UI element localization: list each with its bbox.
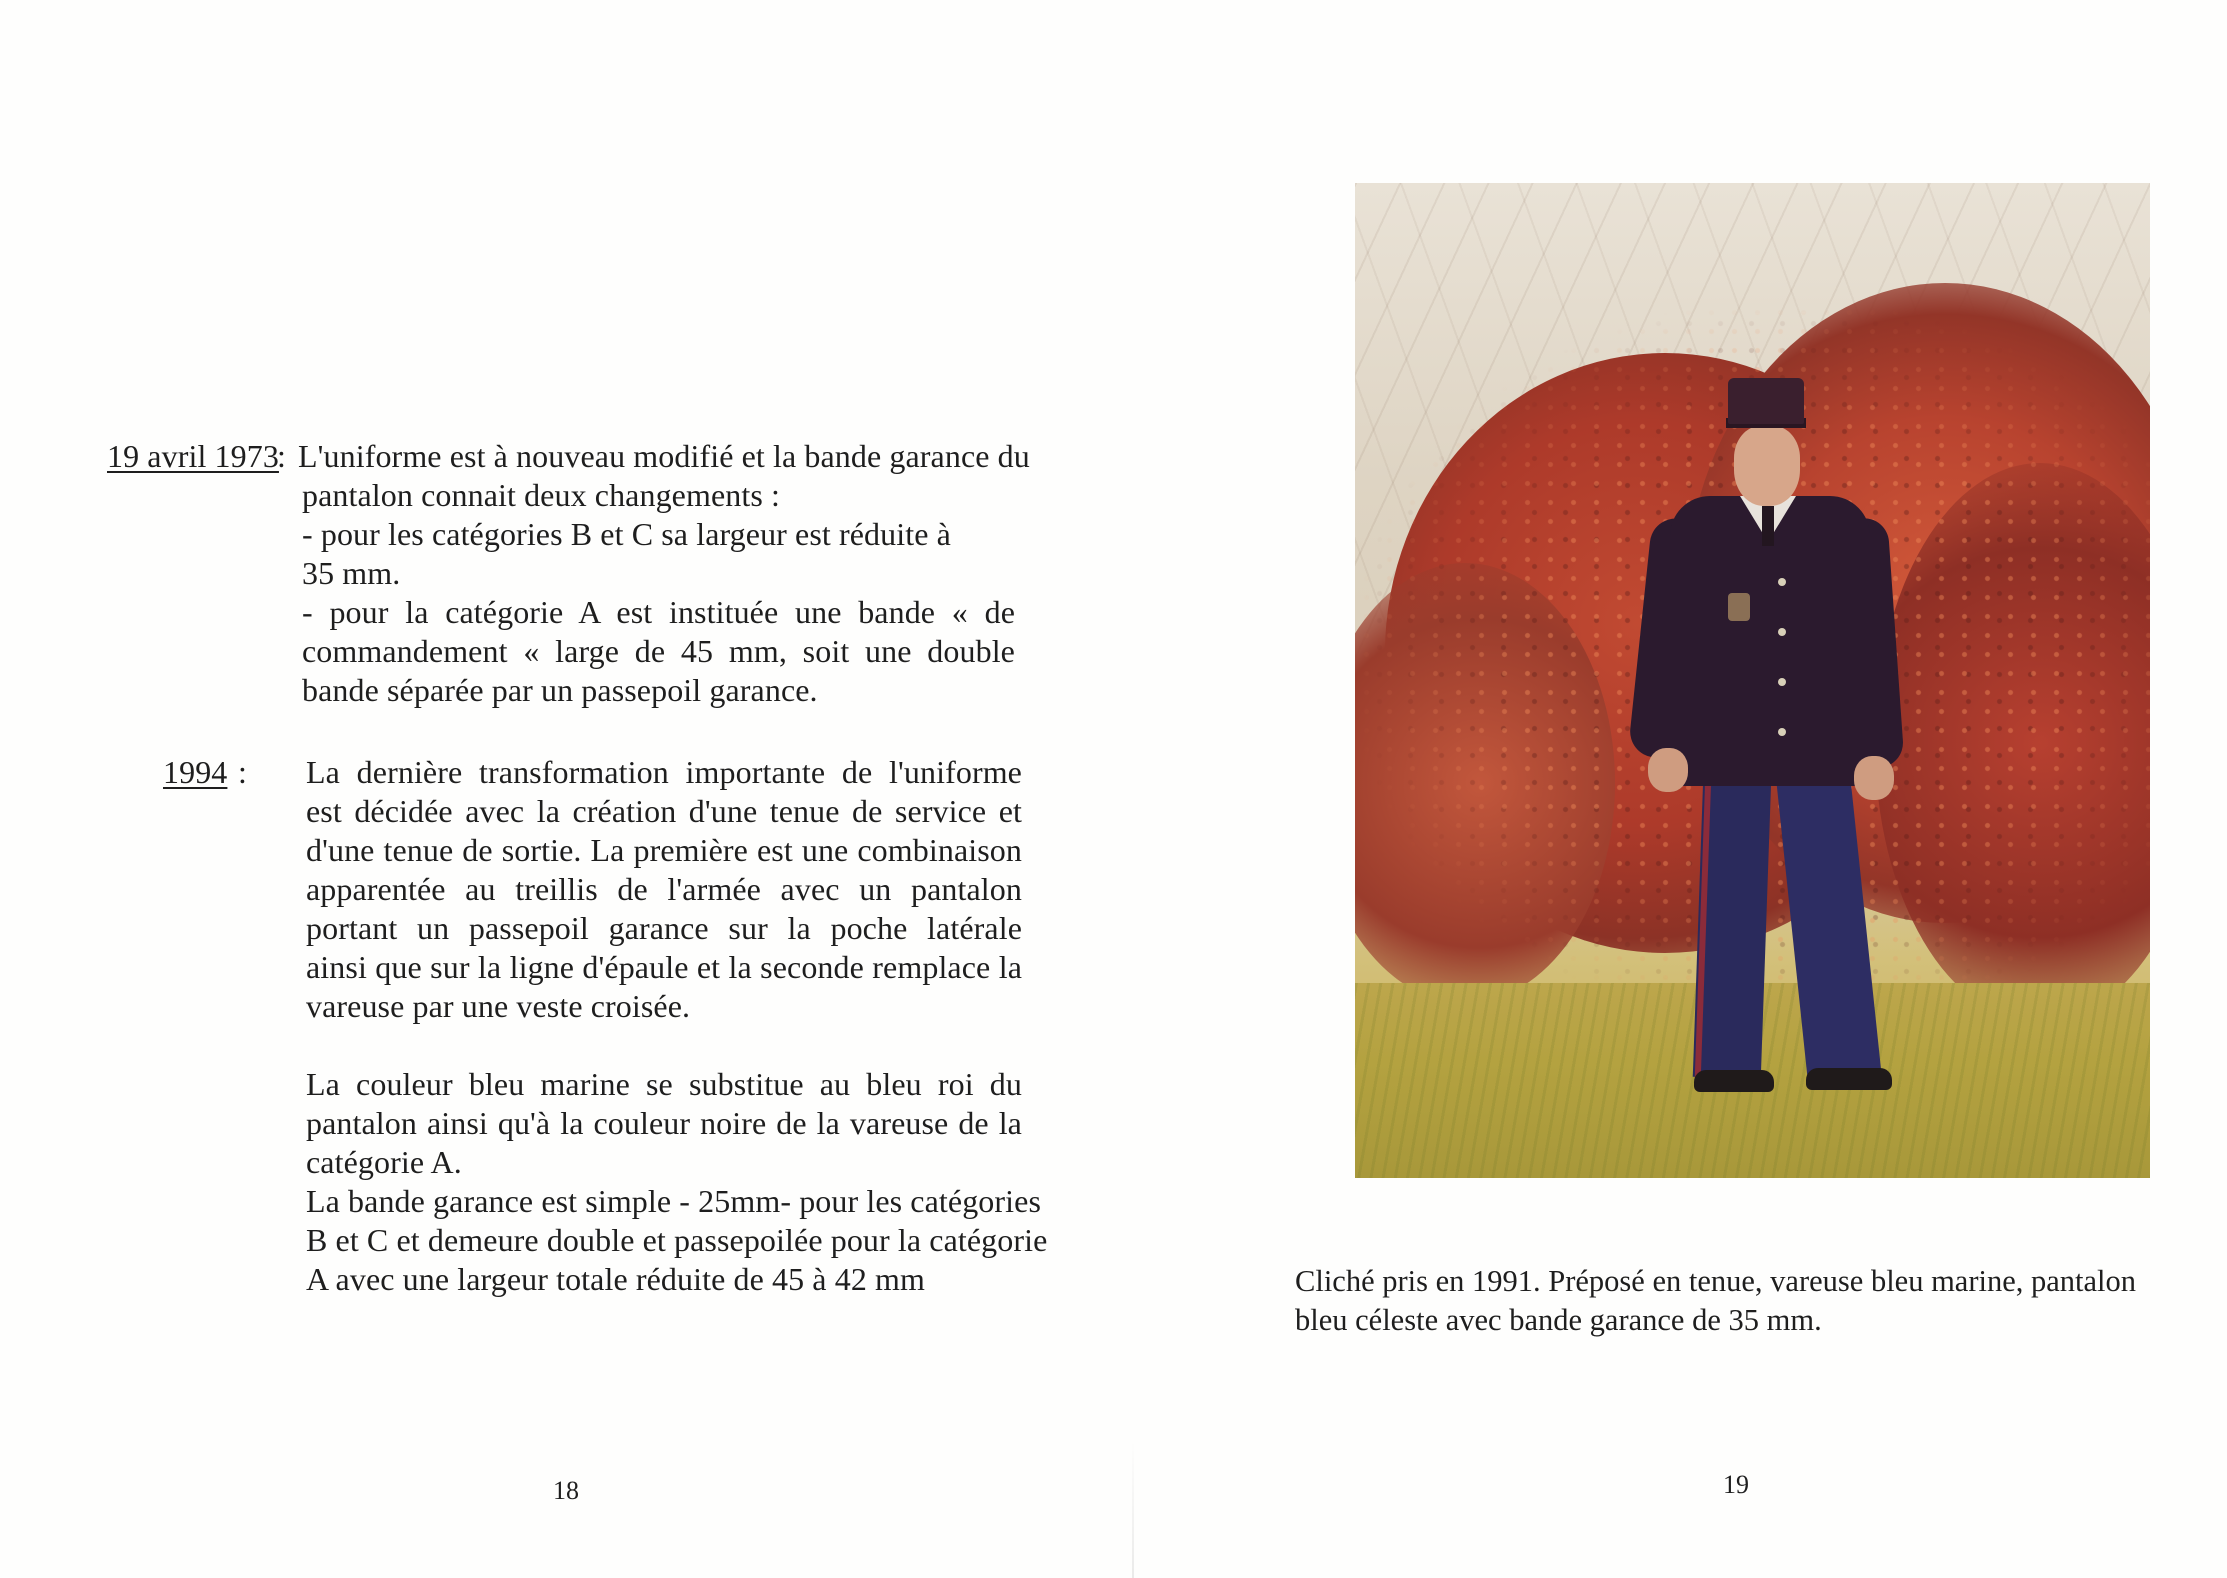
- jacket-button: [1778, 678, 1786, 686]
- text-line-1994-8: La couleur bleu marine se substitue au bleu roi du: [306, 1066, 1022, 1102]
- text-line-1973-6: commandement « large de 45 mm, soit une double: [302, 633, 1015, 669]
- photo-caption: [1295, 1262, 2136, 1340]
- page-number-right: 19: [1723, 1470, 1749, 1499]
- text-line-1994-13: A avec une largeur totale réduite de 45 à 42 mm: [306, 1261, 925, 1297]
- jacket-button: [1778, 628, 1786, 636]
- date-label-1994: 1994: [163, 754, 228, 790]
- text-line-1994-1: La dernière transformation importante de l'uniforme: [306, 754, 1022, 790]
- text-line-1973-5: - pour la catégorie A est instituée une bande « de: [302, 594, 1015, 630]
- text-line-1994-6: ainsi que sur la ligne d'épaule et la seconde remplace la: [306, 949, 1022, 985]
- man-face: [1734, 426, 1800, 506]
- text-line-1973-7: bande séparée par un passepoil garance.: [302, 672, 818, 708]
- photo-man-in-uniform: [1610, 378, 1910, 1118]
- caption-line-2: bleu céleste avec bande garance de 35 mm.: [1295, 1303, 1822, 1337]
- text-line-1994-4: apparentée au treillis de l'armée avec un pantalon: [306, 871, 1022, 907]
- text-line-1973-2: pantalon connait deux changements :: [302, 477, 781, 513]
- man-kepi-cap: [1728, 378, 1804, 424]
- text-line-1994-7: vareuse par une veste croisée.: [306, 988, 691, 1024]
- photo-uniformed-postman: [1355, 183, 2150, 1178]
- man-tie: [1762, 506, 1774, 546]
- text-line-1994-9: pantalon ainsi qu'à la couleur noire de la vareuse de la: [306, 1105, 1022, 1141]
- text-line-1994-12: B et C et demeure double et passepoilée pour la catégorie: [306, 1222, 1048, 1258]
- jacket-button: [1778, 728, 1786, 736]
- date-label-1973: 19 avril 1973: [107, 438, 279, 474]
- text-line-1973-1: L'uniforme est à nouveau modifié et la bande garance du: [298, 438, 1030, 474]
- man-trouser-leg: [1776, 770, 1881, 1076]
- text-line-1994-11: La bande garance est simple - 25mm- pour les catégories: [306, 1183, 1041, 1219]
- man-hand: [1648, 748, 1688, 792]
- text-line-1994-2: est décidée avec la création d'une tenue de service et: [306, 793, 1022, 829]
- man-shoe: [1694, 1070, 1774, 1092]
- text-line-1973-4: 35 mm.: [302, 555, 401, 591]
- man-hand: [1854, 756, 1894, 800]
- man-shoe: [1806, 1068, 1892, 1090]
- jacket-button: [1778, 578, 1786, 586]
- man-badge: [1728, 593, 1750, 621]
- date-colon-1994: :: [238, 754, 247, 790]
- text-line-1994-10: catégorie A.: [306, 1144, 462, 1180]
- page-number-left: 18: [553, 1476, 579, 1505]
- right-page: [1120, 0, 2227, 1578]
- caption-line-1: Cliché pris en 1991. Préposé en tenue, vareuse bleu marine, pantalon: [1295, 1264, 2137, 1298]
- text-line-1994-5: portant un passepoil garance sur la poche latérale: [306, 910, 1022, 946]
- text-line-1994-3: d'une tenue de sortie. La première est une combinaison: [306, 832, 1022, 868]
- date-colon-1973: :: [277, 438, 286, 474]
- text-line-1973-3: - pour les catégories B et C sa largeur est réduite à: [302, 516, 951, 552]
